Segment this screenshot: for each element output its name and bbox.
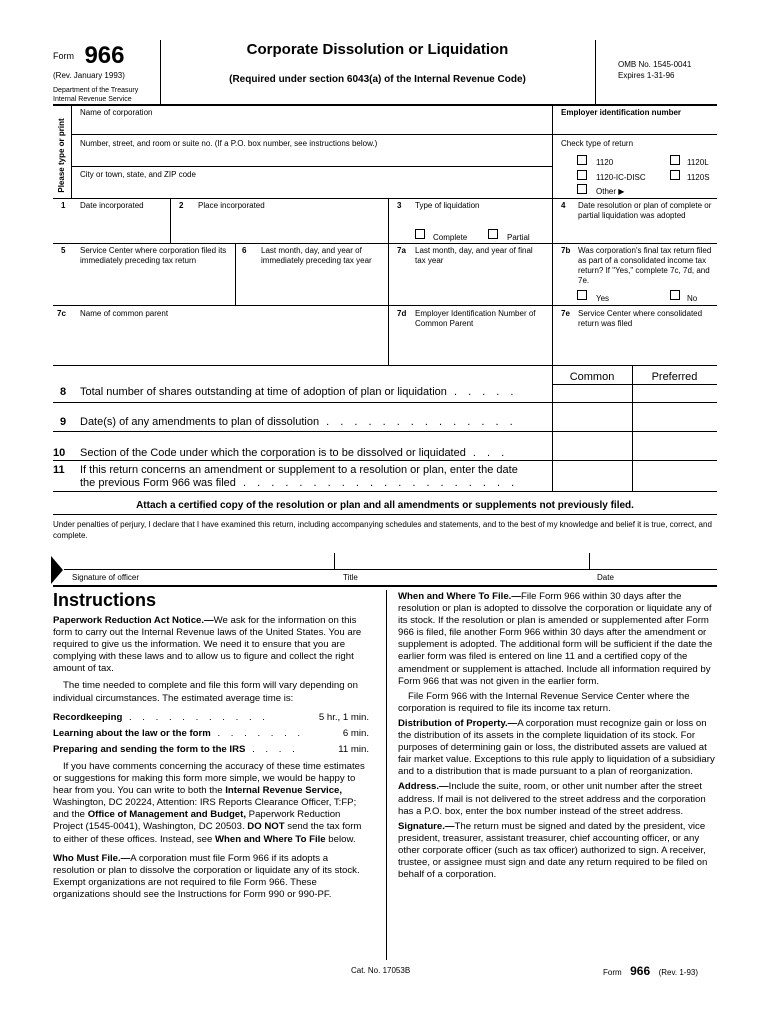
perjury-statement: Under penalties of perjury, I declare that I have examined this return, including accompanying schedules and statements, and to the best of my knowledge and belief it is true, correct, and complete. [53, 520, 712, 540]
line-5-number: 5 [61, 246, 66, 255]
preferred-column-header: Preferred [651, 371, 698, 383]
place-incorporated-field[interactable] [172, 213, 388, 243]
line-9-number: 9 [60, 416, 67, 428]
signature-text: The return must be signed and dated by the president, vice president, treasurer, assistant treasurer, chief accounting officer, or any other corporate officer (such as tax officer) authorized to sign. A receiver, trustee, or assignee must sign and date any return required to be filed on behalf of a corporation. [398, 820, 708, 881]
expiration-date: Expires 1-31-96 [618, 71, 675, 80]
label-1120: 1120 [596, 158, 614, 167]
department-name: Department of the Treasury [53, 87, 139, 94]
code-section-field[interactable] [553, 432, 717, 460]
line-8-text: Total number of shares outstanding at time of adoption of plan or liquidation [80, 386, 447, 398]
title-label: Title [343, 573, 358, 582]
distribution-of-property [398, 718, 718, 778]
line-6-number: 6 [242, 246, 247, 255]
instructions-left-column [53, 615, 369, 901]
when-file-text: File Form 966 within 30 days after the resolution or plan is adopted to dissolve the corporation or liquidate any of its stock. If the resolution or plan is amended or supplemented after Form 966 is filed, file another Form 966 within 30 days after the amendment or supplement is adopted. The additional form will be sufficient if the date the earlier form was filed is entered on line 11 and a certified copy of the amendment or supplement is attached. Include all information required by Form 966 that was not given in the earlier form. [398, 591, 713, 687]
preparing-row: Preparing and sending the form to the IRS . . . . 11 min. [53, 743, 369, 755]
learning-label: Learning about the law or the form [53, 727, 211, 739]
label-1120-ic-disc: 1120-IC-DISC [596, 173, 646, 182]
address-title: Address.— [398, 781, 449, 793]
when-where-reference: When and Where To File [214, 833, 326, 845]
form-subtitle: (Required under section 6043(a) of the Internal Revenue Code) [229, 74, 526, 85]
label-no: No [687, 294, 698, 303]
consolidated-service-center-field[interactable] [553, 330, 717, 365]
line-7a-number: 7a [397, 246, 406, 255]
omb-name: Office of Management and Budget, [87, 809, 246, 821]
checkbox-1120[interactable] [577, 155, 587, 165]
catalog-number: Cat. No. 17053B [351, 966, 411, 975]
do-not-emphasis: DO NOT [247, 821, 285, 833]
label-partial: Partial [507, 233, 530, 242]
form-number-block [53, 42, 125, 70]
form-number: 966 [84, 42, 125, 69]
line-1-number: 1 [61, 201, 66, 210]
comments-text-1: If you have comments concerning the accuracy of these time estimates or suggestions for making this form more simple, we would be happy to hear from you. You can write to both the [53, 760, 365, 797]
instructions-right-column [398, 591, 718, 881]
title-field[interactable] [335, 553, 588, 569]
line-10-label: Section of the Code under which the corporation is to be dissolved or liquidated . . . [80, 447, 509, 459]
resolution-date-label: Date resolution or plan of complete or partial liquidation was adopted [578, 201, 712, 220]
common-shares-field[interactable] [553, 385, 632, 402]
label-complete: Complete [433, 233, 468, 242]
comments-text-2: Washington, DC 20224, Attention: IRS Reports Clearance Officer, T:FP; and the [53, 797, 357, 821]
line-7c-number: 7c [57, 309, 66, 318]
attach-notice: Attach a certified copy of the resolution or plan and all amendments or supplements not previously filed. [136, 500, 634, 511]
ein-label: Employer identification number [561, 108, 682, 117]
service-center-field[interactable] [72, 268, 235, 305]
previous-filing-date-field[interactable] [553, 461, 717, 491]
city-field[interactable] [72, 181, 552, 198]
recordkeeping-time: 5 hr., 1 min. [318, 711, 369, 723]
comments-text-3: Paperwork Reduction Project (1545-0041), Washington, DC 20503. [53, 809, 341, 833]
resolution-date-field[interactable] [553, 222, 717, 243]
line-4-number: 4 [561, 201, 566, 210]
checkbox-complete[interactable] [415, 229, 425, 239]
checkbox-1120-ic-disc[interactable] [577, 170, 587, 180]
revision-date: (Rev. January 1993) [53, 71, 125, 80]
common-parent-label: Name of common parent [80, 309, 169, 318]
paperwork-notice [53, 615, 369, 675]
omb-number: OMB No. 1545-0041 [618, 60, 692, 69]
signature-label: Signature of officer [72, 573, 140, 582]
address-text: Include the suite, room, or other unit number after the street address. If mail is not delivered to the street address and the corporation has a P.O. box, enter the box number instead of the street address. [398, 781, 706, 817]
line-3-number: 3 [397, 201, 402, 210]
comments-text-5: below. [325, 833, 356, 845]
line-9-text: Date(s) of any amendments to plan of dissolution [80, 416, 320, 428]
line-10-number: 10 [53, 447, 66, 459]
form-title: Corporate Dissolution or Liquidation [246, 41, 509, 58]
line-7e-number: 7e [561, 309, 570, 318]
instructions-heading: Instructions [53, 590, 157, 610]
city-label: City or town, state, and ZIP code [80, 170, 196, 179]
checkbox-1120l[interactable] [670, 155, 680, 165]
footer-revision: (Rev. 1-93) [658, 968, 699, 977]
date-incorporated-field[interactable] [72, 213, 170, 243]
when-where-to-file [398, 591, 718, 688]
amendment-dates-field[interactable] [553, 403, 717, 431]
checkbox-other[interactable] [577, 184, 587, 194]
common-column-header: Common [569, 371, 615, 383]
date-label: Date [597, 573, 614, 582]
common-parent-field[interactable] [72, 320, 388, 365]
file-with-irs: File Form 966 with the Internal Revenue Service Center where the corporation is required to file its income tax return. [398, 690, 690, 714]
preceding-tax-year-label: Last month, day, and year of immediately preceding tax year [261, 246, 372, 265]
date-incorporated-label: Date incorporated [80, 201, 144, 210]
line-11-label-a: If this return concerns an amendment or supplement to a resolution or plan, enter the date [80, 464, 518, 476]
parent-ein-label: Employer Identification Number of Common Parent [415, 309, 536, 328]
learning-row: Learning about the law or the form . . . . . . . 6 min. [53, 727, 369, 739]
address-label: Number, street, and room or suite no. (If a P.O. box number, see instructions below.) [80, 139, 378, 148]
final-tax-year-field[interactable] [389, 268, 552, 305]
line-11-text-b: the previous Form 966 was filed [80, 477, 236, 489]
who-must-file [53, 853, 369, 901]
footer-form-number: 966 [630, 964, 651, 978]
label-yes: Yes [596, 294, 610, 303]
preparing-label: Preparing and sending the form to the IRS [53, 743, 246, 755]
preferred-shares-field[interactable] [633, 385, 717, 402]
comments-paragraph [53, 761, 369, 846]
recordkeeping-label: Recordkeeping [53, 711, 123, 723]
consolidated-return-label: Was corporation's final tax return filed as part of a consolidated income tax return? If "Yes," complete 7c, 7d, and 7e. [578, 246, 712, 285]
line-2-number: 2 [179, 201, 184, 210]
sign-here-arrow-icon [51, 556, 63, 584]
footer-form-label: Form [603, 968, 622, 977]
type-of-liquidation-label: Type of liquidation [415, 201, 480, 210]
date-field[interactable] [590, 553, 717, 569]
signature-field[interactable] [66, 553, 333, 569]
label-1120s: 1120S [687, 173, 710, 182]
when-file-title: When and Where To File.— [398, 591, 521, 602]
line-8-number: 8 [60, 386, 67, 398]
form-label: Form [53, 51, 74, 61]
checkbox-no[interactable] [670, 290, 680, 300]
address-field[interactable] [72, 150, 552, 166]
irs-name: Internal Revenue Service, [225, 785, 343, 797]
recordkeeping-row: Recordkeeping . . . . . . . . . . . 5 hr., 1 min. [53, 711, 369, 723]
label-other: Other ▶ [596, 187, 625, 196]
learning-time: 6 min. [342, 727, 369, 739]
corporation-name-field[interactable] [72, 118, 552, 134]
label-1120l: 1120L [687, 158, 709, 167]
line-7b-number: 7b [561, 246, 571, 255]
signature-title: Signature.— [398, 820, 455, 832]
service-name: Internal Revenue Service [53, 96, 132, 103]
final-tax-year-label: Last month, day, and year of final tax year [415, 246, 533, 265]
preceding-tax-year-field[interactable] [236, 268, 388, 305]
distribution-text: A corporation must recognize gain or loss on the distribution of its assets in the complete liquidation of its stock. For purposes of determining gain or loss, the distributed assets are valued at fair market value. Exceptions to this rule apply to liquidation of a subsidiary and to a distribution that is made pursuant to a plan of reorganization. [398, 717, 715, 778]
line-10-text: Section of the Code under which the corporation is to be dissolved or liquidated [80, 447, 466, 459]
distribution-title: Distribution of Property.— [398, 717, 518, 729]
line-11-number: 11 [53, 464, 65, 476]
time-estimate-paragraph: The time needed to complete and file this form will vary depending on individual circumstances. The estimated average time is: [53, 680, 358, 704]
signature-instructions [398, 821, 718, 881]
check-type-label: Check type of return [561, 139, 634, 148]
line-8-label: Total number of shares outstanding at time of adoption of plan or liquidation . . . . . [80, 386, 518, 398]
corporation-name-label: Name of corporation [80, 108, 153, 117]
who-text: A corporation must file Form 966 if its adopts a resolution or plan to dissolve the corporation or liquidate any of its stock. Exempt organizations are not required to file Form 966. These organizations should see the Instructions for Form 990 or 990-PF. [53, 852, 360, 900]
consolidated-service-center-label: Service Center where consolidated return was filed [578, 309, 703, 328]
comments-text-4: send the tax form to either of these offices. Instead, see [53, 821, 362, 845]
service-center-label: Service Center where corporation filed its immediately preceding tax return [80, 246, 227, 265]
place-incorporated-label: Place incorporated [198, 201, 265, 210]
preparing-time: 11 min. [338, 743, 369, 755]
checkbox-1120s[interactable] [670, 170, 680, 180]
checkbox-partial[interactable] [488, 229, 498, 239]
who-title: Who Must File.— [53, 852, 131, 864]
type-or-print-label: Please type or print [57, 118, 66, 193]
line-9-label: Date(s) of any amendments to plan of dissolution . . . . . . . . . . . . . . [80, 416, 517, 428]
pra-text: We ask for the information on this form to carry out the Internal Revenue laws of the United States. You are required to give us the information. We need it to ensure that you are complying with these laws and to allow us to figure and collect the right amount of tax. [53, 615, 362, 675]
pra-title: Paperwork Reduction Act Notice.— [53, 615, 214, 626]
line-11-label-b: the previous Form 966 was filed . . . . . . . . . . . . . . . . . . . . [80, 477, 519, 489]
parent-ein-field[interactable] [389, 330, 552, 365]
checkbox-yes[interactable] [577, 290, 587, 300]
address-instructions [398, 781, 718, 817]
footer-form-id [603, 962, 698, 980]
line-7d-number: 7d [397, 309, 407, 318]
ein-field[interactable] [553, 118, 717, 134]
